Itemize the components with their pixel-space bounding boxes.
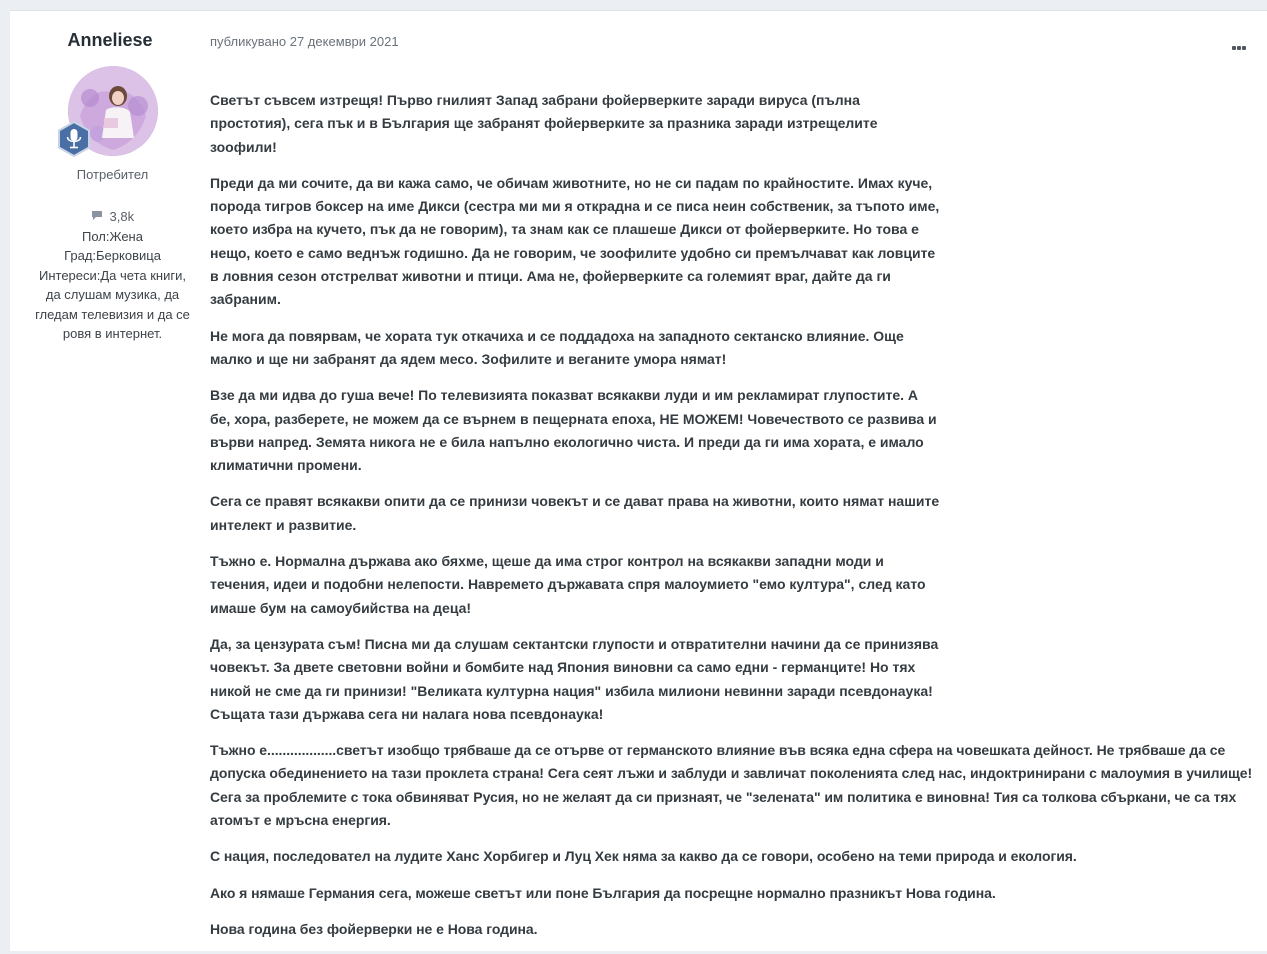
post-paragraph: Тъжно е..................светът изобщо трябваше да се отърве от германското влияние във всяка една сфера на човешката дейност. Не трябваше да се допуска обединението на тази проклета страна! Сега сеят лъжи и заблуди и завличат поколенията след нас, индоктринирани с малоумия в училище! Сега за проблемите с тока обвиняват Русия, но не желаят да си признаят, че "зелената" им политика е виновна! Тия са толкова сбъркани, че са тях атомът е мръсна енергия. <box>210 742 1253 829</box>
post-paragraph: Ако я нямаше Германия сега, можеше светът или поне България да посрещне нормално празникът Нова година. <box>210 884 996 901</box>
post-date: публикувано 27 декември 2021 <box>210 34 399 49</box>
post-paragraph: Сега се правят всякакви опити да се принизи човекът и се дават права на животни, които нямат нашите интелект и развитие. <box>210 493 940 533</box>
post-paragraph: Светът съвсем изтрещя! Първо гнилият Запад забрани фойерверките заради вируса (пълна простотия), сега пък и в България ще забранят фойерверките за празника заради изтрещелите зоофили! <box>210 92 878 155</box>
post-content <box>210 89 1267 954</box>
post-paragraph: С нация, последовател на лудите Ханс Хорбигер и Луц Хек няма за какво да се говори, особено на теми природа и екология. <box>210 848 1077 865</box>
author-city: Град:Берковица <box>64 248 161 263</box>
user-role: Потребител <box>76 167 149 182</box>
post-paragraph: Не мога да повярвам, че хората тук откачиха и се поддадоха на западното сектанско влияние. Още малко и ще ни забранят да ядем месо. Зофилите и веганите умора нямат! <box>210 327 904 367</box>
microphone-badge-icon <box>56 121 92 157</box>
author-interests: Интереси:Да чета книги, да слушам музика, да гледам телевизия и да се ровя в интернет. <box>35 267 190 341</box>
ellipsis-menu-icon[interactable] <box>1232 37 1250 45</box>
comment-icon <box>91 209 107 224</box>
avatar-container <box>68 66 158 156</box>
author-name-link[interactable]: Anneliese <box>67 30 153 50</box>
post-paragraph: Тъжно е. Нормална държава ако бяхме, щеше да има строг контрол на всякакви западни моди и течения, идеи и подобни нелепости. Навремето държавата спря малоумието "емо култура", след като имаше бум на самоубийства на деца! <box>210 553 926 616</box>
post-count <box>30 207 195 227</box>
post-count-value: 3,8k <box>109 209 135 224</box>
post-paragraph: Нова година без фойерверки не е Нова година. <box>210 920 538 937</box>
author-info <box>30 207 195 344</box>
author-gender: Пол:Жена <box>82 228 143 244</box>
forum-post <box>10 10 1267 951</box>
post-paragraph: Взе да ми идва до гуша вече! По телевизията показват всякакви луди и им рекламират глупостите. А бе, хора, разберете, не можем да се върнем в пещерната епоха, НЕ МОЖЕМ! Човечеството се развива и върви напред. Земята никога не е била напълно екологично чиста. И преди да ги има хората, е имало климатични промени. <box>210 387 937 474</box>
post-paragraph: Да, за цензурата съм! Писна ми да слушам сектантски глупости и отвратителни начини да се принизява човекът. За двете световни войни и бомбите над Япония виновни са само едни - германците! Но тях никой не сме да ги принизи! "Великата културна нация" избила милиони невинни заради псевдонаука! Същата тази държава сега ни налага нова псевдонаука! <box>210 635 939 722</box>
post-paragraph: Преди да ми сочите, да ви кажа само, че обичам животните, но не си падам по крайностите. Имах куче, порода тигров боксер на име Дикси (сестра ми ми я открадна и се писа неин собственик, за тъпото име, което избра на кучето, пък да не говорим), та знам как се плашеше Дикси от фойерверките. Но това е нещо, което е само веднъж годишно. Да не говорим, че зоофилите удобно си премълчават как ловците в ловния сезон отстрелват животни и птици. Ама не, фойерверките са големият враг, дайте да ги забраним. <box>210 174 940 308</box>
